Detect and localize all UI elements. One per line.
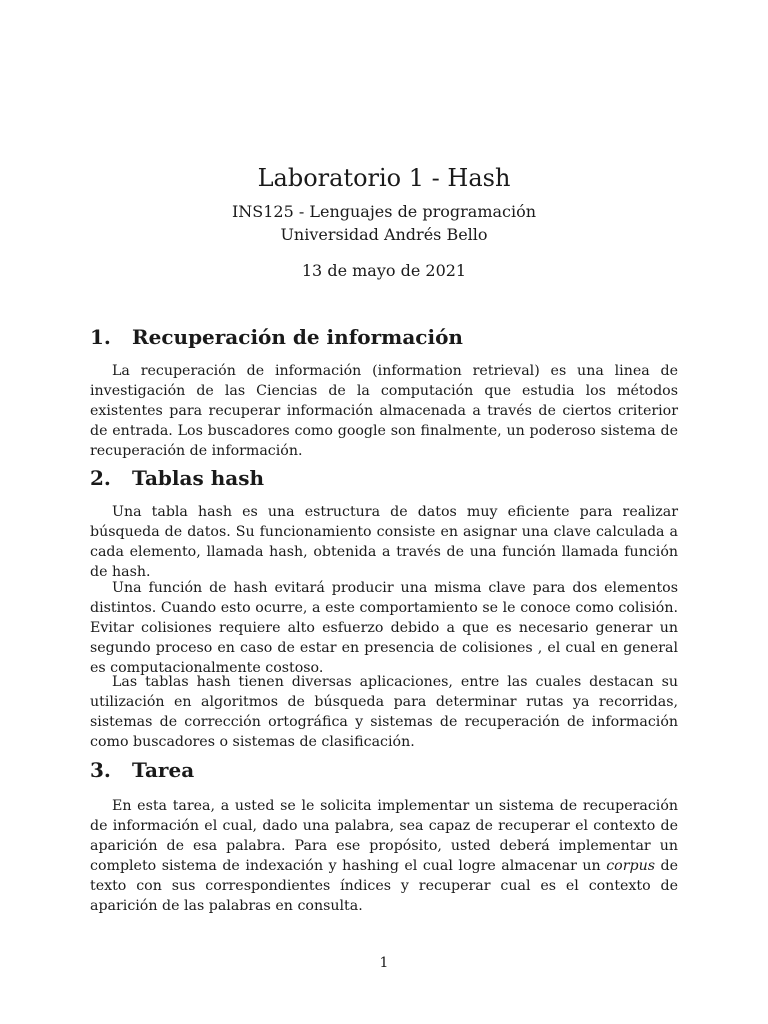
- section-number: 1.: [90, 325, 111, 349]
- section-heading-1: [90, 323, 678, 351]
- university-name: Universidad Andrés Bello: [280, 225, 488, 244]
- paragraph: Una tabla hash es una estructura de datos muy eficiente para realizar búsqueda de datos. Su funcionamiento consiste en asignar una clave calculada a cada elemento, llamada hash, obtenida a través de una función llamada función de hash.: [90, 504, 678, 580]
- paragraph: Las tablas hash tienen diversas aplicaciones, entre las cuales destacan su utilización en algoritmos de búsqueda para determinar rutas ya recorridas, sistemas de corrección ortográfica y sistemas de recuperación de información como buscadores o sistemas de clasificación.: [90, 674, 678, 750]
- paragraph: [90, 796, 678, 916]
- document-title: Laboratorio 1 - Hash: [257, 164, 511, 193]
- document-date: 13 de mayo de 2021: [301, 261, 467, 280]
- paragraph: La recuperación de información (information retrieval) es una linea de investigación de las Ciencias de la computación que estudia los métodos existentes para recuperar información almacenada a través de ciertos criterior de entrada. Los buscadores como google son finalmente, un poderoso sistema de recuperación de información.: [90, 363, 678, 459]
- section-title: Tablas hash: [132, 466, 264, 490]
- section-title: Recuperación de información: [132, 325, 463, 349]
- emphasis-term: corpus: [606, 858, 655, 874]
- page-number: 1: [379, 955, 389, 971]
- document-page: [90, 0, 678, 1024]
- section-heading-2: [90, 464, 678, 492]
- paragraph-text: En esta tarea, a usted se le solicita implementar un sistema de recuperación de información el cual, dado una palabra, sea capaz de recuperar el contexto de aparición de esa palabra. Para ese propósito, usted deberá implementar un completo sistema de indexación y hashing el cual logre almacenar un: [90, 798, 678, 874]
- section-number: 3.: [90, 758, 111, 782]
- course-name: INS125 - Lenguajes de programación: [231, 202, 537, 221]
- section-number: 2.: [90, 466, 111, 490]
- section-heading-3: [90, 756, 678, 784]
- section-title: Tarea: [132, 758, 195, 782]
- paragraph-text: de texto con sus correspondientes índices y recuperar cual es el contexto de aparición de las palabras en consulta.: [90, 858, 678, 914]
- paragraph: Una función de hash evitará producir una misma clave para dos elementos distintos. Cuando esto ocurre, a este comportamiento se le conoce como colisión. Evitar colisiones requiere alto esfuerzo debido a que es necesario generar un segundo proceso en caso de estar en presencia de colisiones , el cual en general es computacionalmente costoso.: [90, 580, 678, 676]
